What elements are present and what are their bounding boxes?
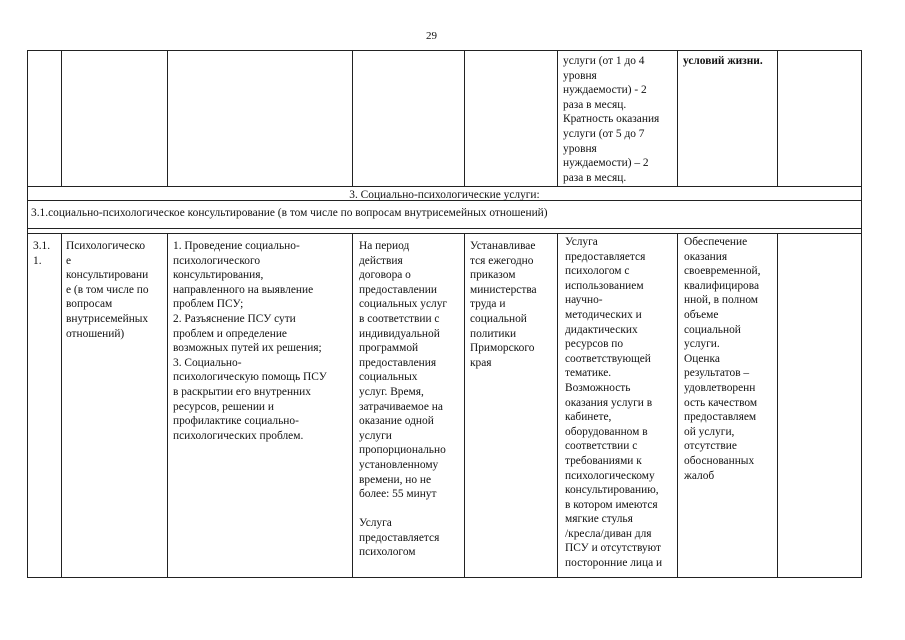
col-divider bbox=[61, 233, 62, 578]
subsection-title: 3.1.социально-психологическое консультирование (в том числе по вопросам внутрисемейных отношений) bbox=[31, 207, 548, 219]
col-divider bbox=[557, 233, 558, 578]
table-border-top bbox=[27, 50, 862, 51]
col-divider bbox=[464, 233, 465, 578]
row-divider bbox=[27, 228, 862, 229]
service-term-cell: На период действия договора о предоставлении социальных услуг в соответствии с индивидуальной программой предоставления социальных услуг. Время, затрачиваемое на оказание одной услуги пропорционально установленному времени, но не более: 55 минут Услуга предоставляется психологом bbox=[359, 240, 448, 559]
col-divider bbox=[677, 233, 678, 578]
col-divider bbox=[557, 50, 558, 186]
top-row-frequency-cell: услуги (от 1 до 4 уровня нуждаемости) - 2 раза в месяц. Кратность оказания услуги (от 5 до 7 уровня нуждаемости) – 2 раза в месяц. bbox=[563, 55, 660, 184]
service-content-cell: 1. Проведение социально- психологического консультирования, направленного на выявление проблем ПСУ; 2. Разъяснение ПСУ сути проблем и определение возможных путей их решения; 3. Социально- психологическую помощь ПСУ в раскрытии его внутренних ресурсов, решении и профилактике социально- психологических проблем. bbox=[173, 240, 327, 442]
table-border-bottom bbox=[27, 577, 862, 578]
page-number: 29 bbox=[426, 30, 437, 42]
col-divider bbox=[167, 50, 168, 186]
table-border-left bbox=[27, 50, 28, 578]
top-row-indicator-cell: условий жизни. bbox=[683, 55, 763, 67]
col-divider bbox=[352, 50, 353, 186]
service-conditions-cell: Услуга предоставляется психологом с использованием научно- методических и дидактических ресурсов по соответствующей тематике. Возможность оказания услуги в кабинете, оборудованном в соответствии с требованиями к психологическому консультированию, в котором имеются мягкие стулья /кресла/диван для ПСУ и отсутствуют посторонние лица и bbox=[565, 236, 663, 570]
col-divider bbox=[464, 50, 465, 186]
service-tariff-cell: Устанавливае тся ежегодно приказом министерства труда и социальной политики Приморского края bbox=[470, 240, 537, 369]
service-number-cell: 3.1. 1. bbox=[33, 240, 51, 267]
row-divider bbox=[27, 233, 862, 234]
table-border-right bbox=[861, 50, 862, 578]
col-divider bbox=[777, 233, 778, 578]
row-divider bbox=[27, 186, 862, 187]
col-divider bbox=[352, 233, 353, 578]
col-divider bbox=[61, 50, 62, 186]
service-indicators-cell: Обеспечение оказания своевременной, квалифицирова нной, в полном объеме социальной услуги. Оценка результатов – удовлетворенн ость качеством предоставляем ой услуги, отсутствие обоснованных жалоб bbox=[684, 236, 761, 482]
col-divider bbox=[677, 50, 678, 186]
section-title: 3. Социально-психологические услуги: bbox=[349, 189, 540, 201]
service-name-cell: Психологическо е консультировани е (в том числе по вопросам внутрисемейных отношений) bbox=[66, 240, 149, 340]
col-divider bbox=[777, 50, 778, 186]
col-divider bbox=[167, 233, 168, 578]
